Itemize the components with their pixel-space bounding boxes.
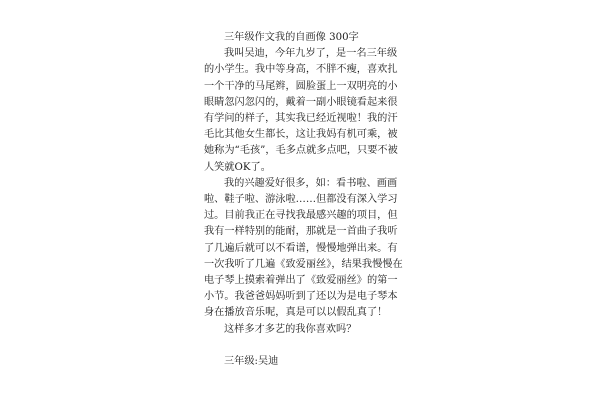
paragraph-3: 这样多才多艺的我你喜欢吗？ xyxy=(224,323,357,335)
document-title: 三年级作文我的自画像 300字 xyxy=(224,32,359,43)
paragraph-2: 我的兴趣爱好很多，如：看书啦、画画啦、鞋子啦、游泳啦……但都没有深入学习过。目前我正在寻找我最感兴趣的项目，但我有一样特别的能耐，那就是一首曲子我听了几遍后就可以不看谱，慢慢地弹出来。有一次我听了几遍《致爱丽丝》，结果我慢慢在电子琴上摸索着弹出了《致爱丽丝》的第一小节。我爸爸妈妈听到了还以为是电子琴本身在播放音乐呢，真是可以以假乱真了！ xyxy=(204,177,403,319)
blank-line xyxy=(204,338,404,354)
document-body xyxy=(204,30,404,370)
author-signature: 三年级:吴迪 xyxy=(224,355,279,367)
paragraph-1: 我叫吴迪，今年九岁了，是一名三年级的小学生。我中等身高，不胖不瘦，喜欢扎一个干净的马尾辫，圆脸蛋上一双明亮的小眼睛忽闪忽闪的，戴着一副小眼镜看起来很有学问的样子，其实我已经近视啦！我的汗毛比其他女生都长，这让我妈有机可乘，被她称为“毛孩”，毛多点就多点吧，只要不被人笑就OK了。 xyxy=(204,48,398,173)
